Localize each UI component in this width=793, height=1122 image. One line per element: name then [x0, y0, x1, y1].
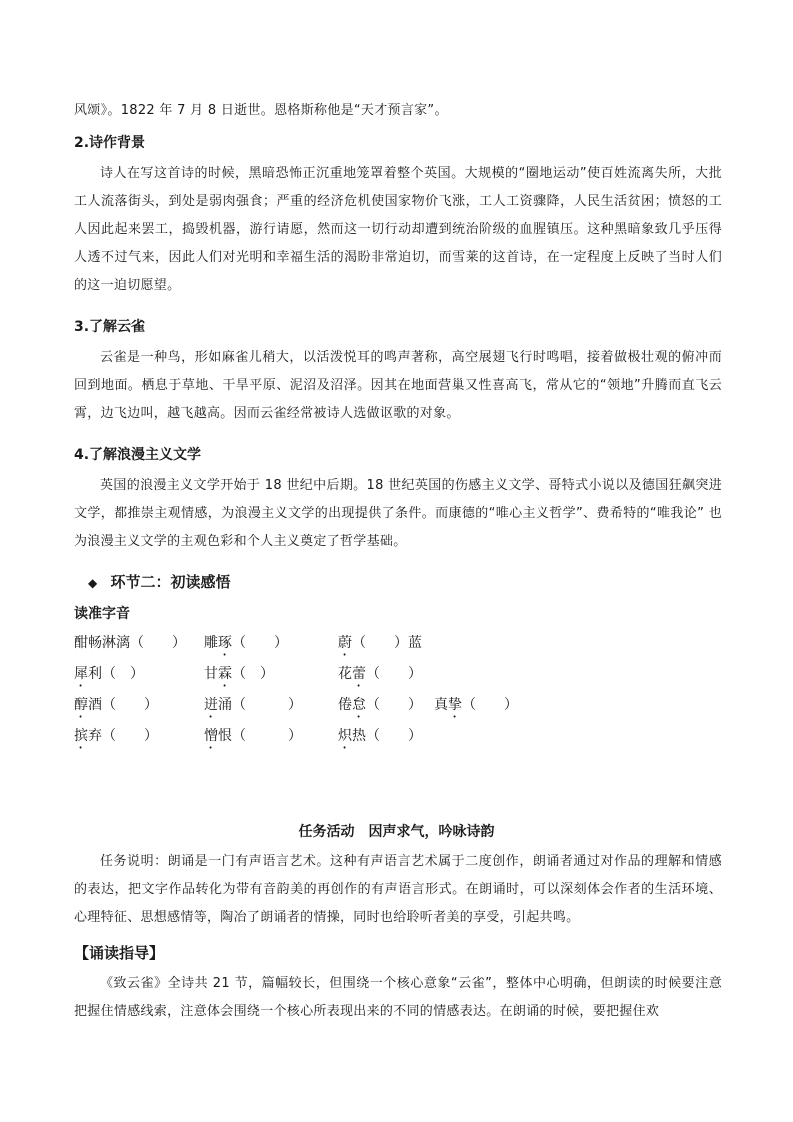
- emphasis-char: 琢: [218, 635, 232, 651]
- emphasis-char: 炽: [338, 728, 352, 744]
- guide-heading: 【诵读指导】: [74, 944, 165, 962]
- pinyin-item: 犀利（ ）: [74, 666, 144, 682]
- task-description: 任务说明：朗诵是一门有声语言艺术。这种有声语言艺术属于二度创作，朗诵者通过对作品的理解和情感的表达，把文字作品转化为带有音韵美的再创作的有声语言形式。在朗诵时，可以深刻体会作者的生活环境、心理特征、思想感情等，陶冶了朗诵者的情操，同时也给聆听者美的享受，引起共鸣。: [74, 854, 722, 925]
- section-heading-skylark: 3.了解云雀: [74, 319, 146, 335]
- intro-paragraph: 风颂》。1822 年 7 月 8 日逝世。恩格斯称他是“天才预言家”。: [74, 103, 448, 118]
- pinyin-item: 花蕾（ ）: [338, 666, 422, 682]
- emphasis-char: 迸: [204, 697, 218, 713]
- emphasis-char: 憎: [204, 728, 218, 744]
- emphasis-char: 怠: [352, 697, 366, 713]
- pinyin-item: 炽热（ ）: [338, 728, 422, 744]
- emphasis-char: 霖: [218, 666, 232, 682]
- pinyin-item: 甘霖（ ）: [204, 666, 274, 682]
- emphasis-char: 挚: [448, 697, 462, 713]
- pinyin-item: 摈弃（ ）: [74, 728, 158, 744]
- pinyin-item: 真挚（ ）: [434, 697, 518, 713]
- section-body-background: 诗人在写这首诗的时候，黑暗恐怖正沉重地笼罩着整个英国。大规模的“圈地运动”使百姓流离失所，大批工人流落街头，到处是弱肉强食；严重的经济危机使国家物价飞涨，工人工资骤降，人民生活贫困；愤怒的工人因此起来罢工，捣毁机器，游行请愿，然而这一切行动却遭到统治阶级的血腥镇压。这种黑暗象致几乎压得人透不过气来，因此人们对光明和幸福生活的渴盼非常迫切，而雪莱的这首诗，在一定程度上反映了当时人们的这一迫切愿望。: [74, 166, 722, 293]
- emphasis-char: 醇: [74, 697, 88, 713]
- emphasis-char: 犀: [74, 666, 88, 682]
- pinyin-item: 倦怠（ ）: [338, 697, 422, 713]
- section-body-skylark: 云雀是一种鸟，形如麻雀儿稍大，以活泼悦耳的鸣声著称，高空展翅飞行时鸣唱，接着做极壮观的俯冲而回到地面。栖息于草地、干旱平原、泥沼及沼泽。因其在地面营巢又性喜高飞，常从它的“领地”升腾而直飞云霄，边飞边叫，越飞越高。因而云雀经常被诗人选做讴歌的对象。: [74, 350, 722, 421]
- step-heading: [88, 571, 230, 592]
- emphasis-char: 蔚: [338, 635, 352, 651]
- emphasis-char: 摈: [74, 728, 88, 744]
- pinyin-item: 迸涌（ ）: [204, 697, 302, 713]
- pinyin-item: 醇酒（ ）: [74, 697, 158, 713]
- emphasis-char: 蕾: [352, 666, 366, 682]
- pinyin-item: 憎恨（ ）: [204, 728, 302, 744]
- task-title: 任务活动 因声求气，吟咏诗韵: [298, 824, 495, 840]
- pinyin-item: 蔚（ ）蓝: [338, 635, 422, 651]
- step-title: 环节二：初读感悟: [110, 573, 231, 591]
- section-body-romanticism: 英国的浪漫主义文学开始于 18 世纪中后期。18 世纪英国的伤感主义文学、哥特式小说以及德国狂飙突进文学，都推崇主观情感，为浪漫主义文学的出现提供了条件。而康德的“唯心主义哲学”、费希特的“唯我论” 也为浪漫主义文学的主观色彩和个人主义奠定了哲学基础。: [74, 478, 722, 549]
- section-heading-romanticism: 4.了解浪漫主义文学: [74, 447, 202, 463]
- section-heading-background: 2.诗作背景: [74, 135, 146, 151]
- diamond-bullet-icon: ◆: [88, 576, 98, 590]
- reading-heading: 读准字音: [74, 606, 130, 622]
- guide-body: 《致云雀》全诗共 21 节，篇幅较长，但围绕一个核心意象“云雀”，整体中心明确，但朗读的时候要注意把握住情感线索，注意体会围绕一个核心所表现出来的不同的情感表达。在朗诵的时候，要把握住欢: [74, 976, 722, 1019]
- pinyin-item: 雕琢（ ）: [204, 635, 288, 651]
- pinyin-item: 酣畅淋漓（ ）: [74, 635, 186, 651]
